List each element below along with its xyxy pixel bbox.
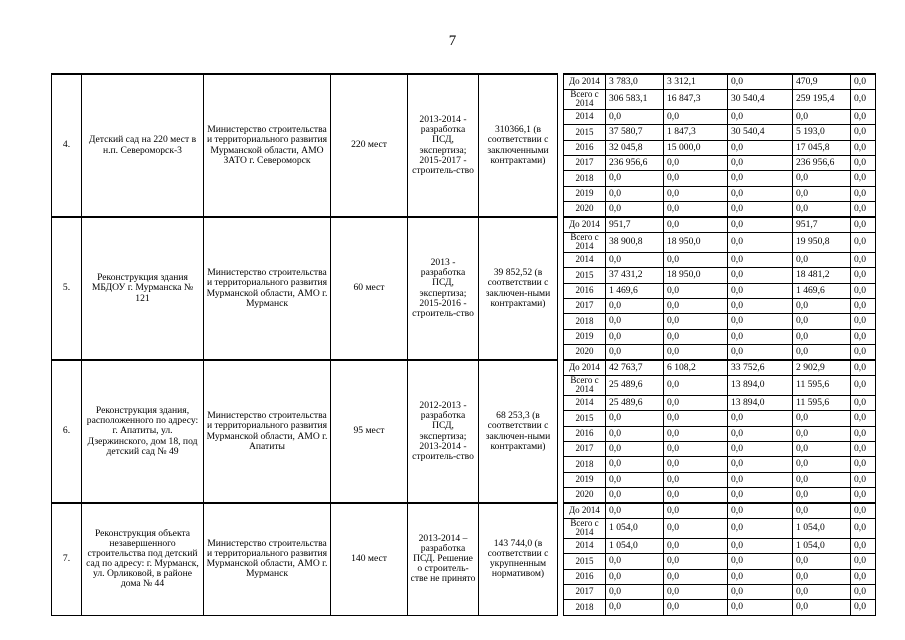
year-cell: 2016 xyxy=(564,140,606,155)
year-cell: 2018 xyxy=(564,314,606,329)
year-cell: 2019 xyxy=(564,186,606,201)
amount-cell: 0,0 xyxy=(851,109,876,124)
amount-cell: 0,0 xyxy=(793,472,851,487)
amount-cell: 0,0 xyxy=(851,441,876,456)
amount-cell: 0,0 xyxy=(728,472,793,487)
amount-cell: 0,0 xyxy=(606,202,664,217)
amount-cell: 0,0 xyxy=(793,345,851,360)
amount-cell: 0,0 xyxy=(793,186,851,201)
amount-cell: 0,0 xyxy=(851,155,876,170)
amount-cell: 1 054,0 xyxy=(606,518,664,538)
amount-cell: 0,0 xyxy=(851,584,876,599)
amount-cell: 0,0 xyxy=(851,538,876,553)
amount-cell: 11 595,6 xyxy=(793,375,851,395)
amount-cell: 0,0 xyxy=(606,503,664,518)
estimated-cost-cell: 39 852,52 (в соответствии с заключен-ными контрактами) xyxy=(479,217,558,360)
amount-cell: 0,0 xyxy=(664,457,728,472)
amount-cell: 6 108,2 xyxy=(664,360,728,375)
amount-cell: 0,0 xyxy=(851,217,876,232)
amount-cell: 0,0 xyxy=(793,441,851,456)
year-cell: До 2014 xyxy=(564,217,606,232)
amount-cell: 0,0 xyxy=(664,488,728,503)
amount-cell: 0,0 xyxy=(728,584,793,599)
amount-cell: 0,0 xyxy=(606,345,664,360)
amount-cell: 0,0 xyxy=(664,329,728,344)
amount-cell: 17 045,8 xyxy=(793,140,851,155)
capacity-cell: 60 мест xyxy=(331,217,408,360)
amount-cell: 0,0 xyxy=(851,268,876,283)
amount-cell: 25 489,6 xyxy=(606,395,664,410)
amount-cell: 306 583,1 xyxy=(606,89,664,109)
amount-cell: 0,0 xyxy=(851,232,876,252)
amount-cell: 0,0 xyxy=(851,186,876,201)
year-cell: Всего с 2014 xyxy=(564,89,606,109)
amount-cell: 0,0 xyxy=(728,314,793,329)
amount-cell: 0,0 xyxy=(606,488,664,503)
object-name-cell: Детский сад на 220 мест в н.п. Североморск-3 xyxy=(82,74,204,217)
amount-cell: 0,0 xyxy=(728,171,793,186)
year-cell: 2014 xyxy=(564,538,606,553)
amount-cell: 0,0 xyxy=(664,426,728,441)
amount-cell: 0,0 xyxy=(728,488,793,503)
amount-cell: 0,0 xyxy=(728,426,793,441)
amount-cell: 37 580,7 xyxy=(606,125,664,140)
amount-cell: 0,0 xyxy=(851,426,876,441)
amount-cell: 0,0 xyxy=(728,252,793,267)
customer-cell: Министерство строительства и территориального развития Мурманской области, АМО г. Апатиты xyxy=(204,360,331,503)
amount-cell: 18 950,0 xyxy=(664,232,728,252)
amount-cell: 0,0 xyxy=(664,554,728,569)
amount-cell: 0,0 xyxy=(664,202,728,217)
year-cell: 2018 xyxy=(564,171,606,186)
amount-cell: 0,0 xyxy=(793,426,851,441)
amount-cell: 0,0 xyxy=(728,268,793,283)
amount-cell: 3 783,0 xyxy=(606,74,664,89)
amount-cell: 0,0 xyxy=(664,283,728,298)
page-number: 7 xyxy=(448,33,457,49)
amount-cell: 1 469,6 xyxy=(793,283,851,298)
amount-cell: 0,0 xyxy=(606,329,664,344)
amount-cell: 0,0 xyxy=(664,518,728,538)
amount-cell: 0,0 xyxy=(664,411,728,426)
amount-cell: 1 469,6 xyxy=(606,283,664,298)
amount-cell: 0,0 xyxy=(728,441,793,456)
object-number-cell: 6. xyxy=(52,360,82,503)
amount-cell: 0,0 xyxy=(606,600,664,615)
amount-cell: 0,0 xyxy=(664,155,728,170)
amount-cell: 0,0 xyxy=(728,155,793,170)
year-cell: Всего с 2014 xyxy=(564,518,606,538)
amount-cell: 0,0 xyxy=(851,329,876,344)
amount-cell: 0,0 xyxy=(851,202,876,217)
amount-cell: 0,0 xyxy=(793,457,851,472)
amount-cell: 259 195,4 xyxy=(793,89,851,109)
amount-cell: 0,0 xyxy=(606,584,664,599)
year-cell: 2018 xyxy=(564,600,606,615)
amount-cell: 0,0 xyxy=(728,140,793,155)
amount-cell: 0,0 xyxy=(793,503,851,518)
amount-cell: 0,0 xyxy=(851,457,876,472)
stages-cell: 2013-2014 – разработка ПСД. Решение о строитель-стве не принято xyxy=(408,503,479,615)
amount-cell: 236 956,6 xyxy=(793,155,851,170)
amount-cell: 0,0 xyxy=(851,89,876,109)
amount-cell: 1 054,0 xyxy=(793,518,851,538)
amount-cell: 18 481,2 xyxy=(793,268,851,283)
stages-cell: 2013-2014 - разработка ПСД, экспертиза; 2015-2017 - строитель-ство xyxy=(408,74,479,217)
amount-cell: 236 956,6 xyxy=(606,155,664,170)
year-cell: 2015 xyxy=(564,268,606,283)
amount-cell: 0,0 xyxy=(606,554,664,569)
amount-cell: 5 193,0 xyxy=(793,125,851,140)
amount-cell: 0,0 xyxy=(606,411,664,426)
amount-cell: 19 950,8 xyxy=(793,232,851,252)
year-cell: 2014 xyxy=(564,395,606,410)
amount-cell: 11 595,6 xyxy=(793,395,851,410)
year-cell: 2014 xyxy=(564,109,606,124)
table-row xyxy=(52,217,876,232)
object-name-cell: Реконструкция объекта незавершенного строительства под детский сад по адресу: г. Мурманск, ул. Орликовой, в районе дома № 44 xyxy=(82,503,204,615)
year-cell: До 2014 xyxy=(564,503,606,518)
amount-cell: 16 847,3 xyxy=(664,89,728,109)
amount-cell: 0,0 xyxy=(664,217,728,232)
year-cell: До 2014 xyxy=(564,74,606,89)
amount-cell: 0,0 xyxy=(793,329,851,344)
amount-cell: 0,0 xyxy=(606,298,664,313)
amount-cell: 0,0 xyxy=(728,283,793,298)
estimated-cost-cell: 143 744,0 (в соответствии с укрупненным нормативом) xyxy=(479,503,558,615)
year-cell: 2020 xyxy=(564,345,606,360)
amount-cell: 0,0 xyxy=(664,186,728,201)
amount-cell: 0,0 xyxy=(664,109,728,124)
amount-cell: 0,0 xyxy=(606,314,664,329)
amount-cell: 0,0 xyxy=(664,395,728,410)
amount-cell: 0,0 xyxy=(664,538,728,553)
amount-cell: 18 950,0 xyxy=(664,268,728,283)
stages-cell: 2013 - разработка ПСД, экспертиза; 2015-2016 - строитель-ство xyxy=(408,217,479,360)
amount-cell: 0,0 xyxy=(664,441,728,456)
amount-cell: 0,0 xyxy=(793,411,851,426)
year-cell: 2014 xyxy=(564,252,606,267)
amount-cell: 0,0 xyxy=(793,314,851,329)
amount-cell: 0,0 xyxy=(664,298,728,313)
amount-cell: 1 054,0 xyxy=(793,538,851,553)
amount-cell: 0,0 xyxy=(851,314,876,329)
amount-cell: 33 752,6 xyxy=(728,360,793,375)
amount-cell: 0,0 xyxy=(606,109,664,124)
year-cell: 2016 xyxy=(564,569,606,584)
amount-cell: 0,0 xyxy=(664,345,728,360)
amount-cell: 0,0 xyxy=(664,314,728,329)
amount-cell: 0,0 xyxy=(728,345,793,360)
customer-cell: Министерство строительства и территориального развития Мурманской области, АМО ЗАТО г. Североморск xyxy=(204,74,331,217)
object-number-cell: 4. xyxy=(52,74,82,217)
amount-cell: 0,0 xyxy=(793,488,851,503)
year-cell: 2017 xyxy=(564,298,606,313)
amount-cell: 0,0 xyxy=(728,503,793,518)
amount-cell: 0,0 xyxy=(851,74,876,89)
customer-cell: Министерство строительства и территориального развития Мурманской области, АМО г. Мурманск xyxy=(204,217,331,360)
amount-cell: 0,0 xyxy=(793,252,851,267)
amount-cell: 951,7 xyxy=(606,217,664,232)
amount-cell: 470,9 xyxy=(793,74,851,89)
amount-cell: 0,0 xyxy=(606,472,664,487)
amount-cell: 0,0 xyxy=(728,186,793,201)
amount-cell: 0,0 xyxy=(664,252,728,267)
amount-cell: 0,0 xyxy=(728,554,793,569)
amount-cell: 0,0 xyxy=(851,518,876,538)
amount-cell: 0,0 xyxy=(728,411,793,426)
year-cell: 2019 xyxy=(564,329,606,344)
year-cell: 2015 xyxy=(564,411,606,426)
amount-cell: 0,0 xyxy=(606,171,664,186)
amount-cell: 0,0 xyxy=(851,411,876,426)
amount-cell: 2 902,9 xyxy=(793,360,851,375)
amount-cell: 0,0 xyxy=(664,472,728,487)
amount-cell: 0,0 xyxy=(851,569,876,584)
amount-cell: 0,0 xyxy=(664,503,728,518)
amount-cell: 0,0 xyxy=(851,171,876,186)
amount-cell: 0,0 xyxy=(728,518,793,538)
amount-cell: 0,0 xyxy=(728,217,793,232)
amount-cell: 37 431,2 xyxy=(606,268,664,283)
amount-cell: 0,0 xyxy=(664,569,728,584)
amount-cell: 0,0 xyxy=(728,538,793,553)
amount-cell: 0,0 xyxy=(728,232,793,252)
amount-cell: 0,0 xyxy=(606,252,664,267)
table-row xyxy=(52,74,876,89)
year-cell: 2019 xyxy=(564,472,606,487)
amount-cell: 0,0 xyxy=(851,125,876,140)
amount-cell: 0,0 xyxy=(728,600,793,615)
amount-cell: 0,0 xyxy=(793,298,851,313)
amount-cell: 0,0 xyxy=(728,298,793,313)
amount-cell: 0,0 xyxy=(728,74,793,89)
year-cell: 2016 xyxy=(564,426,606,441)
amount-cell: 0,0 xyxy=(793,584,851,599)
amount-cell: 0,0 xyxy=(606,186,664,201)
amount-cell: 3 312,1 xyxy=(664,74,728,89)
amount-cell: 15 000,0 xyxy=(664,140,728,155)
amount-cell: 951,7 xyxy=(793,217,851,232)
amount-cell: 0,0 xyxy=(851,345,876,360)
amount-cell: 0,0 xyxy=(606,426,664,441)
year-cell: 2017 xyxy=(564,155,606,170)
customer-cell: Министерство строительства и территориального развития Мурманской области, АМО г. Мурманск xyxy=(204,503,331,615)
amount-cell: 0,0 xyxy=(851,283,876,298)
amount-cell: 0,0 xyxy=(851,298,876,313)
amount-cell: 0,0 xyxy=(606,569,664,584)
year-cell: До 2014 xyxy=(564,360,606,375)
estimated-cost-cell: 68 253,3 (в соответствии с заключен-ными контрактами) xyxy=(479,360,558,503)
year-cell: 2020 xyxy=(564,202,606,217)
capacity-cell: 140 мест xyxy=(331,503,408,615)
amount-cell: 13 894,0 xyxy=(728,375,793,395)
year-cell: 2015 xyxy=(564,554,606,569)
amount-cell: 0,0 xyxy=(606,441,664,456)
table-row xyxy=(52,503,876,518)
amount-cell: 0,0 xyxy=(606,457,664,472)
amount-cell: 0,0 xyxy=(793,569,851,584)
amount-cell: 25 489,6 xyxy=(606,375,664,395)
capacity-cell: 95 мест xyxy=(331,360,408,503)
amount-cell: 30 540,4 xyxy=(728,89,793,109)
object-number-cell: 5. xyxy=(52,217,82,360)
amount-cell: 0,0 xyxy=(793,171,851,186)
amount-cell: 0,0 xyxy=(793,600,851,615)
amount-cell: 0,0 xyxy=(728,569,793,584)
amount-cell: 0,0 xyxy=(851,140,876,155)
year-cell: Всего с 2014 xyxy=(564,232,606,252)
amount-cell: 0,0 xyxy=(664,171,728,186)
amount-cell: 0,0 xyxy=(851,554,876,569)
amount-cell: 1 847,3 xyxy=(664,125,728,140)
year-cell: 2017 xyxy=(564,584,606,599)
object-name-cell: Реконструкция здания, расположенного по адресу: г. Апатиты, ул. Дзержинского, дом 18, под детский сад № 49 xyxy=(82,360,204,503)
amount-cell: 0,0 xyxy=(851,503,876,518)
amount-cell: 30 540,4 xyxy=(728,125,793,140)
amount-cell: 0,0 xyxy=(664,584,728,599)
amount-cell: 42 763,7 xyxy=(606,360,664,375)
stages-cell: 2012-2013 - разработка ПСД, экспертиза; 2013-2014 - строитель-ство xyxy=(408,360,479,503)
amount-cell: 0,0 xyxy=(664,375,728,395)
amount-cell: 38 900,8 xyxy=(606,232,664,252)
estimated-cost-cell: 310366,1 (в соответствии с заключенными контрактами) xyxy=(479,74,558,217)
amount-cell: 0,0 xyxy=(851,600,876,615)
amount-cell: 0,0 xyxy=(793,109,851,124)
amount-cell: 0,0 xyxy=(851,395,876,410)
amount-cell: 0,0 xyxy=(664,600,728,615)
amount-cell: 0,0 xyxy=(728,457,793,472)
amount-cell: 0,0 xyxy=(851,252,876,267)
amount-cell: 0,0 xyxy=(851,488,876,503)
object-name-cell: Реконструкция здания МБДОУ г. Мурманска № 121 xyxy=(82,217,204,360)
amount-cell: 0,0 xyxy=(793,554,851,569)
table-row xyxy=(52,360,876,375)
year-cell: 2015 xyxy=(564,125,606,140)
amount-cell: 0,0 xyxy=(728,329,793,344)
investment-table xyxy=(51,73,876,616)
year-cell: 2018 xyxy=(564,457,606,472)
amount-cell: 32 045,8 xyxy=(606,140,664,155)
amount-cell: 0,0 xyxy=(728,202,793,217)
year-cell: 2017 xyxy=(564,441,606,456)
amount-cell: 1 054,0 xyxy=(606,538,664,553)
amount-cell: 0,0 xyxy=(728,109,793,124)
year-cell: 2020 xyxy=(564,488,606,503)
year-cell: Всего с 2014 xyxy=(564,375,606,395)
capacity-cell: 220 мест xyxy=(331,74,408,217)
amount-cell: 0,0 xyxy=(851,360,876,375)
amount-cell: 13 894,0 xyxy=(728,395,793,410)
year-cell: 2016 xyxy=(564,283,606,298)
amount-cell: 0,0 xyxy=(793,202,851,217)
amount-cell: 0,0 xyxy=(851,472,876,487)
amount-cell: 0,0 xyxy=(851,375,876,395)
object-number-cell: 7. xyxy=(52,503,82,615)
